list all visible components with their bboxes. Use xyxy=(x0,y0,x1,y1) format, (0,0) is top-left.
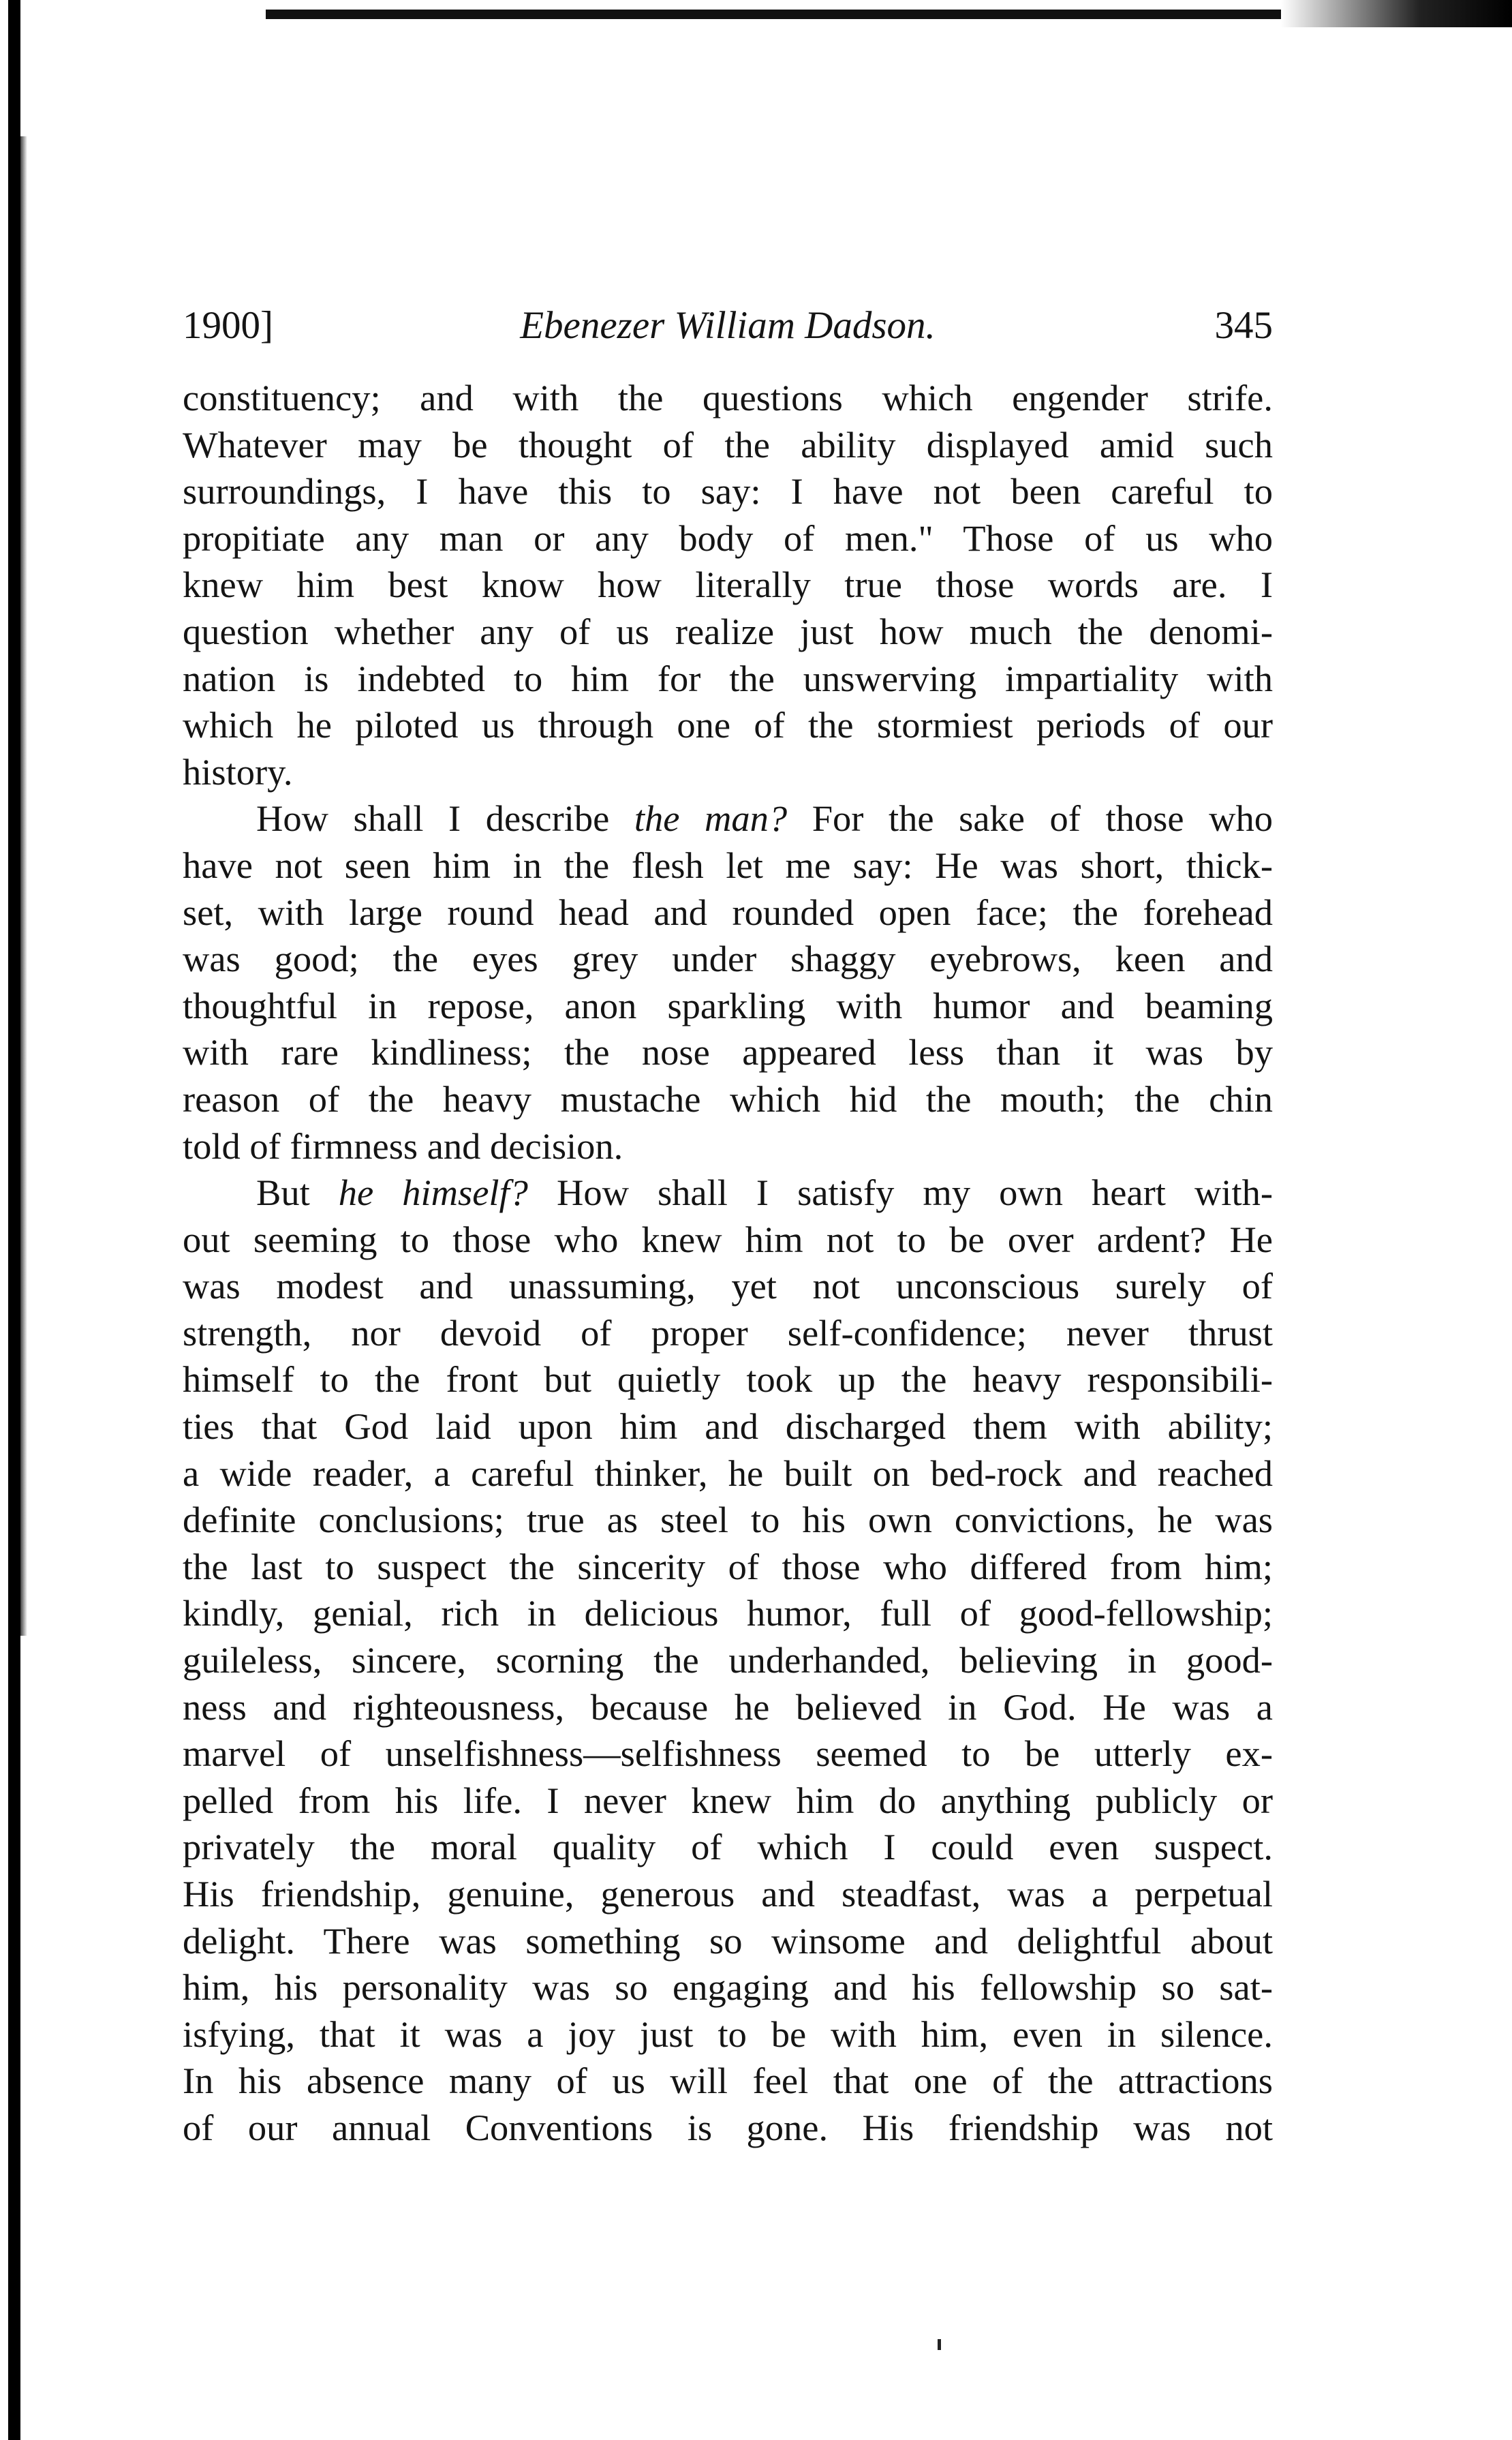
text-line: ness and righteousness, because he believed in God. He was a xyxy=(183,1686,1273,1728)
text-line: kindly, genial, rich in delicious humor, full of good-fellowship; xyxy=(183,1592,1273,1634)
text-line: Whatever may be thought of the ability displayed amid such xyxy=(183,423,1273,466)
text-line: guileless, sincere, scorning the underhanded, believing in good- xyxy=(183,1639,1273,1681)
text-line: history. xyxy=(183,750,293,793)
scan-speck xyxy=(938,2339,941,2350)
text-line xyxy=(183,795,1273,842)
text-line: definite conclusions; true as steel to his own convictions, he was xyxy=(183,1499,1273,1541)
text-line: pelled from his life. I never knew him do anything publicly or xyxy=(183,1779,1273,1821)
text-line: constituency; and with the questions which engender strife. xyxy=(183,377,1273,418)
italic-phrase: he himself? xyxy=(338,1172,528,1214)
page-number: 345 xyxy=(1214,304,1273,347)
text-line: marvel of unselfishness—selfishness seemed to be utterly ex- xyxy=(183,1733,1273,1775)
text-line: thoughtful in repose, anon sparkling with humor and beaming xyxy=(183,984,1273,1026)
text-line: surroundings, I have this to say: I have not been careful to xyxy=(183,470,1273,513)
text-line: of our annual Conventions is gone. His friendship was not xyxy=(183,2106,1273,2148)
text-line: isfying, that it was a joy just to be with him, even in silence. xyxy=(183,2013,1273,2055)
text-line: a wide reader, a careful thinker, he built on bed-rock and reached xyxy=(183,1452,1273,1494)
scan-border-left-shadow xyxy=(20,136,27,1636)
text-line: told of firmness and decision. xyxy=(183,1125,623,1167)
text-line xyxy=(183,1170,1273,1217)
scan-border-left xyxy=(8,0,20,2440)
text-line: him, his personality was so engaging and his fellowship so sat- xyxy=(183,1966,1273,2009)
text-line: delight. There was something so winsome and delightful about xyxy=(183,1919,1273,1962)
text-line: reason of the heavy mustache which hid the mouth; the chin xyxy=(183,1078,1273,1120)
text-line: nation is indebted to him for the unswerving impartiality with xyxy=(183,657,1273,699)
text-line: privately the moral quality of which I could even suspect. xyxy=(183,1826,1273,1868)
text-line-segment: But xyxy=(256,1172,339,1214)
text-line: the last to suspect the sincerity of those who differed from him; xyxy=(183,1545,1273,1587)
text-line: strength, nor devoid of proper self-confidence; never thrust xyxy=(183,1311,1273,1354)
text-line: out seeming to those who knew him not to be over ardent? He xyxy=(183,1218,1273,1260)
text-line: In his absence many of us will feel that one of the attractions xyxy=(183,2060,1273,2102)
text-line: with rare kindliness; the nose appeared less than it was by xyxy=(183,1031,1273,1073)
body-text xyxy=(183,375,1273,2152)
text-line-segment: How shall I describe xyxy=(256,797,634,840)
text-line: knew him best know how literally true those words are. I xyxy=(183,564,1273,606)
text-line-segment: How shall I satisfy my own heart with- xyxy=(527,1172,1273,1214)
italic-phrase: the man? xyxy=(634,797,788,840)
running-head-year: 1900] xyxy=(183,304,273,347)
text-line: was modest and unassuming, yet not unconscious surely of xyxy=(183,1265,1273,1307)
text-line: have not seen him in the flesh let me say: He was short, thick- xyxy=(183,844,1273,886)
text-line: himself to the front but quietly took up the heavy responsibili- xyxy=(183,1358,1273,1401)
running-head-title: Ebenezer William Dadson. xyxy=(520,304,936,347)
text-line-segment: For the sake of those who xyxy=(787,797,1273,840)
text-line: which he piloted us through one of the stormiest periods of our xyxy=(183,704,1273,746)
text-line: propitiate any man or any body of men." Those of us who xyxy=(183,517,1273,559)
text-line: His friendship, genuine, generous and steadfast, was a perpetual xyxy=(183,1873,1273,1915)
text-line: set, with large round head and rounded open face; the forehead xyxy=(183,891,1273,933)
scan-border-top-right xyxy=(1281,0,1512,27)
text-line: was good; the eyes grey under shaggy eyebrows, keen and xyxy=(183,938,1273,980)
text-line: ties that God laid upon him and discharged them with ability; xyxy=(183,1405,1273,1448)
running-head xyxy=(183,299,1273,353)
text-line: question whether any of us realize just how much the denomi- xyxy=(183,610,1273,652)
